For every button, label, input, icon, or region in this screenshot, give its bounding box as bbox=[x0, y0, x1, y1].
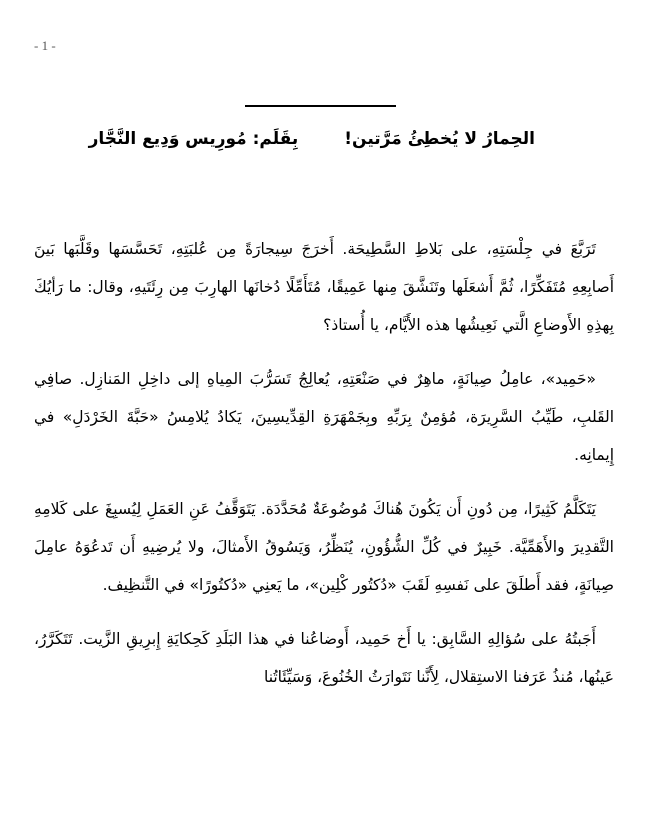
article-title: الحِمارُ لا يُخطِئُ مَرَّتين! bbox=[344, 129, 535, 149]
article-body bbox=[34, 230, 614, 712]
paragraph: أَجَبتُهُ على سُؤالِهِ السَّابِق: يا أَخ حَمِيد، أَوضاعُنا في هذا البَلَدِ كَحِكايَةِ إِبرِيقِ الزَّيت. تَتَكَرَّرُ، عَينُها، مُنذُ عَرَفنا الاستِقلال، لِأَنَّنا نَتَوارَثُ الخُنُوعَ، وَسَيِّئَاتُنا bbox=[34, 630, 614, 686]
paragraph: «حَمِيد»، عامِلُ صِيانَةٍ، ماهِرٌ في صَنْعَتِهِ، يُعالِجُ تَسَرُّبَ المِياهِ إلى داخِلِ المَنازِل. صافِي القَلبِ، طَيِّبُ السَّرِيرَة، مُؤمِنٌ بِرَبِّهِ وبِجَمْهَرَةِ القِدِّيسِينَ، يَكادُ يُلامِسُ «حَبَّةَ الخَرْدَلِ» في إِيمانِه. bbox=[34, 370, 614, 464]
paragraph: يَتَكَلَّمُ كَثِيرًا، مِن دُونِ أَن يَكُونَ هُناكَ مُوضُوعَةٌ مُحَدَّدَة. يَتَوَقَّفُ عَنِ العَمَلِ لِيُسبِغَ على كَلامِهِ التَّقدِيرَ والأَهَمِّيَّة. خَبِيرٌ في كُلِّ الشُّؤُونِ، يُنَظِّرُ، وَيَسُوقُ الأَمثالَ، ولا يُرضِيهِ أَن تَدعُوَهُ عامِلَ صِيانَةٍ، فقد أَطلَقَ على نَفسِهِ لَقَبَ «دُكتُور كْلِين»، ما يَعنِي «دُكتُورًا» في التَّنظِيف. bbox=[34, 500, 614, 594]
title-rule bbox=[245, 105, 396, 107]
page-number: - 1 - bbox=[34, 38, 56, 53]
article-header bbox=[60, 124, 535, 154]
article-byline: بِقَلَم: مُورِيس وَدِيع النَّجَّار bbox=[88, 129, 299, 149]
paragraph: تَرَبَّعَ في جِلْسَتِهِ، على بَلاطِ السَّطِيحَة. أَخرَجَ سِيجارَةً مِن عُلبَتِهِ، تَحَسَّسَها وقَلَّبَها بَينَ أَصابِعِهِ مُتَفَكِّرًا، ثُمَّ أَشعَلَها وتَنَشَّقَ مِنها عَمِيقًا، مُتَأَمِّلًا دُخانَها الهارِبَ مِن رِئَتَيهِ، وقال: ما رَأيُكَ بِهذِهِ الأَوضاعِ الَّتي نَعِيشُها هذه الأَيَّام، يا أُستاذ؟ bbox=[34, 240, 614, 334]
